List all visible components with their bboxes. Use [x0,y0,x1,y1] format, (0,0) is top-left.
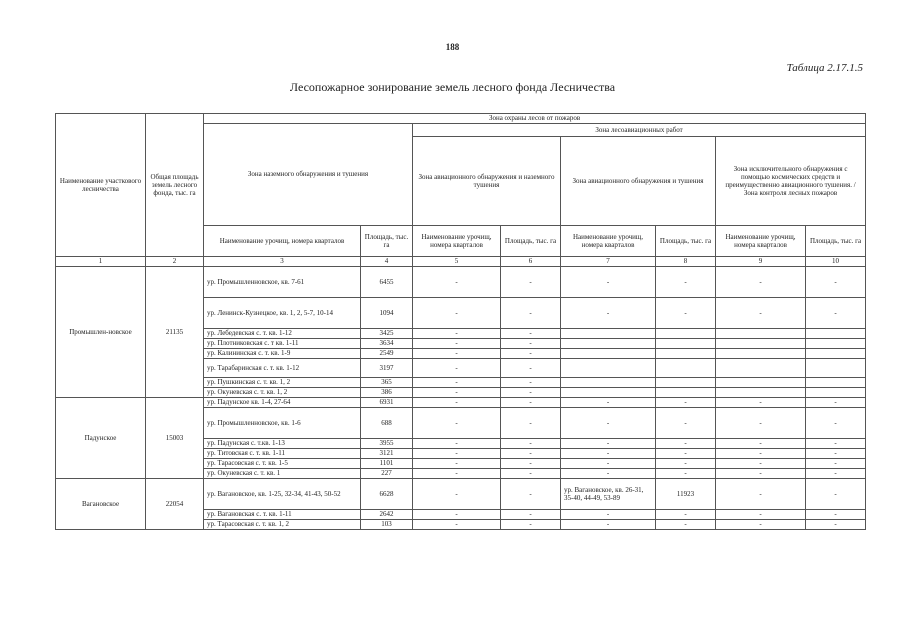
cell: - [501,479,561,510]
cell: - [561,439,656,449]
cell: - [413,479,501,510]
tract-name: ур. Лебедевская с. т. кв. 1-12 [204,329,361,339]
fire-zoning-table [55,113,866,530]
cell: - [413,329,501,339]
cell: - [561,398,656,408]
cell: - [561,267,656,298]
tract-name: ур. Окуневская с. т. кв. 1 [204,469,361,479]
district-total: 22054 [146,479,204,530]
cell [561,378,656,388]
cell [561,349,656,359]
cell: - [561,449,656,459]
cell: - [716,459,806,469]
tract-area: 365 [361,378,413,388]
header-ground-zone: Зона наземного обнаружения и тушения [204,124,413,226]
cell: - [501,510,561,520]
cell [716,339,806,349]
tract-area: 3955 [361,439,413,449]
cell [656,349,716,359]
header-area: Площадь, тыс. га [806,226,866,257]
tract-area: 3634 [361,339,413,349]
cell: - [501,459,561,469]
tract-name: ур. Плотниковская с. т кв. 1-11 [204,339,361,349]
cell [716,329,806,339]
tract-area: 688 [361,408,413,439]
cell [806,329,866,339]
table-title: Лесопожарное зонирование земель лесного фонда Лесничества [289,80,616,94]
cell: - [716,449,806,459]
cell: - [806,479,866,510]
column-number: 2 [146,257,204,267]
cell: - [501,388,561,398]
header-tract-name: Наименование урочищ, номера кварталов [204,226,361,257]
column-number: 1 [56,257,146,267]
tract-area: 3121 [361,449,413,459]
cell [656,329,716,339]
cell: - [716,520,806,530]
cell: - [501,298,561,329]
cell: - [656,439,716,449]
cell: - [501,408,561,439]
cell: - [501,267,561,298]
cell: - [501,469,561,479]
tract-name: ур. Окуневская с. т. кв. 1, 2 [204,388,361,398]
cell: - [716,469,806,479]
cell: - [413,398,501,408]
cell [656,378,716,388]
tract-area: 2642 [361,510,413,520]
cell: - [413,349,501,359]
cell [561,388,656,398]
header-area: Площадь, тыс. га [656,226,716,257]
cell [656,359,716,378]
cell: - [501,329,561,339]
cell: - [413,267,501,298]
cell: - [656,510,716,520]
cell [806,349,866,359]
table-row [56,398,866,408]
tract-area: 6931 [361,398,413,408]
tract-area: 6628 [361,479,413,510]
tract-name: ур. Тарабаринская с. т. кв. 1-12 [204,359,361,378]
cell: - [656,267,716,298]
header-protection-zone: Зона охраны лесов от пожаров [204,114,866,124]
cell: 11923 [656,479,716,510]
cell: - [656,398,716,408]
district-total: 21135 [146,267,204,398]
tract-area: 2549 [361,349,413,359]
cell: - [716,510,806,520]
cell: - [561,408,656,439]
cell: - [716,298,806,329]
tract-name: ур. Тарасовская с. т. кв. 1, 2 [204,520,361,530]
cell: - [656,408,716,439]
cell [716,378,806,388]
cell: - [656,520,716,530]
column-number: 7 [561,257,656,267]
tract-area: 3197 [361,359,413,378]
tract-area: 3425 [361,329,413,339]
cell: - [413,510,501,520]
cell [716,349,806,359]
cell: - [413,449,501,459]
cell: - [413,459,501,469]
column-number: 10 [806,257,866,267]
cell: - [501,359,561,378]
cell: - [806,510,866,520]
cell: - [806,298,866,329]
cell: - [806,469,866,479]
cell: - [501,339,561,349]
page-number: 188 [445,42,460,52]
cell [806,359,866,378]
tract-name: ур. Тарасовская с. т. кв. 1-5 [204,459,361,469]
cell: - [413,469,501,479]
cell: - [501,449,561,459]
cell: - [806,408,866,439]
cell: - [413,378,501,388]
cell [561,329,656,339]
cell: - [501,439,561,449]
tract-area: 103 [361,520,413,530]
cell: - [413,298,501,329]
tract-name: ур. Ленинск-Кузнецкое, кв. 1, 2, 5-7, 10-14 [204,298,361,329]
cell [716,388,806,398]
tract-area: 6455 [361,267,413,298]
cell: - [806,267,866,298]
cell: - [716,408,806,439]
column-number: 9 [716,257,806,267]
table-row [56,479,866,510]
cell: - [501,349,561,359]
header-area: Площадь, тыс. га [361,226,413,257]
tract-name: ур. Падунская с. т.кв. 1-13 [204,439,361,449]
cell [806,339,866,349]
cell: - [561,459,656,469]
cell: - [656,459,716,469]
cell: - [806,449,866,459]
cell: - [413,408,501,439]
cell: - [413,339,501,349]
cell [656,339,716,349]
cell: - [413,520,501,530]
cell: - [561,469,656,479]
tract-name: ур. Вагановское, кв. 1-25, 32-34, 41-43, 50-52 [204,479,361,510]
district-total: 15003 [146,398,204,479]
cell: - [561,520,656,530]
header-total-area: Общая площадь земель лесного фонда, тыс. га [146,114,204,257]
header-tract-name: Наименование урочищ, номера кварталов [716,226,806,257]
header-area: Площадь, тыс. га [501,226,561,257]
cell: - [806,398,866,408]
column-number: 5 [413,257,501,267]
cell: - [806,459,866,469]
cell: - [716,398,806,408]
tract-name: ур. Калининская с. т. кв. 1-9 [204,349,361,359]
cell: - [806,439,866,449]
column-number: 3 [204,257,361,267]
cell [656,388,716,398]
tract-name: ур. Пушкинская с. т. кв. 1, 2 [204,378,361,388]
cell [806,388,866,398]
cell: - [501,378,561,388]
cell: - [561,510,656,520]
cell: - [716,267,806,298]
tract-name: ур. Промышленновское, кв. 1-6 [204,408,361,439]
header-aviation-only-zone: Зона авиационного обнаружения и тушения [561,137,716,226]
cell: - [501,398,561,408]
tract-area: 227 [361,469,413,479]
cell [806,378,866,388]
column-number: 6 [501,257,561,267]
cell: - [656,298,716,329]
column-number: 8 [656,257,716,267]
header-district-name: Наименование участкового лесничества [56,114,146,257]
cell: - [806,520,866,530]
cell: - [656,449,716,459]
cell: - [501,520,561,530]
cell: - [561,298,656,329]
cell: - [413,439,501,449]
header-tract-name: Наименование урочищ, номера кварталов [413,226,501,257]
column-number: 4 [361,257,413,267]
cell [716,359,806,378]
tract-area: 386 [361,388,413,398]
tract-name: ур. Падунское кв. 1-4, 27-64 [204,398,361,408]
cell [561,339,656,349]
district-name: Падунское [56,398,146,479]
table-caption: Таблица 2.17.1.5 [786,62,863,74]
district-name: Вагановское [56,479,146,530]
cell: ур. Вагановское, кв. 26-31, 35-40, 44-49, 53-89 [561,479,656,510]
cell: - [656,469,716,479]
cell: - [413,359,501,378]
header-space-zone: Зона исключительного обнаружения с помощью космических средств и преимущественно авиационного тушения. / Зона контроля лесных пожаров [716,137,866,226]
header-aviation-zone: Зона лесоавиационных работ [413,124,866,137]
cell: - [716,439,806,449]
district-name: Промышлен-новское [56,267,146,398]
tract-area: 1101 [361,459,413,469]
tract-name: ур. Вагановская с. т. кв. 1-11 [204,510,361,520]
table-row [56,267,866,298]
tract-area: 1094 [361,298,413,329]
tract-name: ур. Промышленновское, кв. 7-61 [204,267,361,298]
header-aviation-ground-zone: Зона авиационного обнаружения и наземного тушения [413,137,561,226]
cell: - [413,388,501,398]
tract-name: ур. Титовская с. т. кв. 1-11 [204,449,361,459]
cell [561,359,656,378]
header-tract-name: Наименование урочищ, номера кварталов [561,226,656,257]
cell: - [716,479,806,510]
